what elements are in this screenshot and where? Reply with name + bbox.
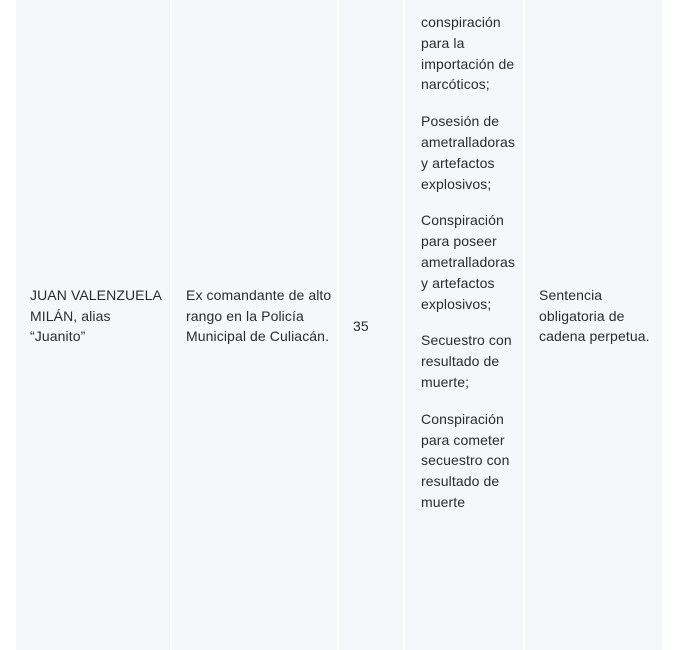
charge-item: Secuestro con resultado de muerte;: [421, 332, 512, 390]
charge-item: conspiración para la importación de narcóticos;: [421, 14, 515, 93]
charges-cell: [405, 0, 523, 650]
description-cell: [172, 0, 337, 650]
name-cell: [16, 0, 170, 650]
charge-item: Conspiración para cometer secuestro con resultado de muerte: [421, 410, 510, 510]
defendant-description: Ex comandante de alto rango en la Policía Municipal de Culiacán.: [186, 287, 332, 344]
defendant-sentence: Sentencia obligatoria de cadena perpetua.: [539, 287, 650, 344]
charge-item: Conspiración para poseer ametralladoras y artefactos explosivos;: [421, 212, 515, 312]
charges-list: [421, 12, 517, 529]
charge-item: Posesión de ametralladoras y artefactos explosivos;: [421, 113, 515, 192]
sentence-cell: [525, 0, 662, 650]
defendant-name: JUAN VALENZUELA MILÁN, alias “Juanito”: [30, 287, 162, 344]
defendants-table: [16, 0, 662, 650]
age-cell: [339, 0, 403, 650]
defendant-age: 35: [353, 318, 369, 334]
